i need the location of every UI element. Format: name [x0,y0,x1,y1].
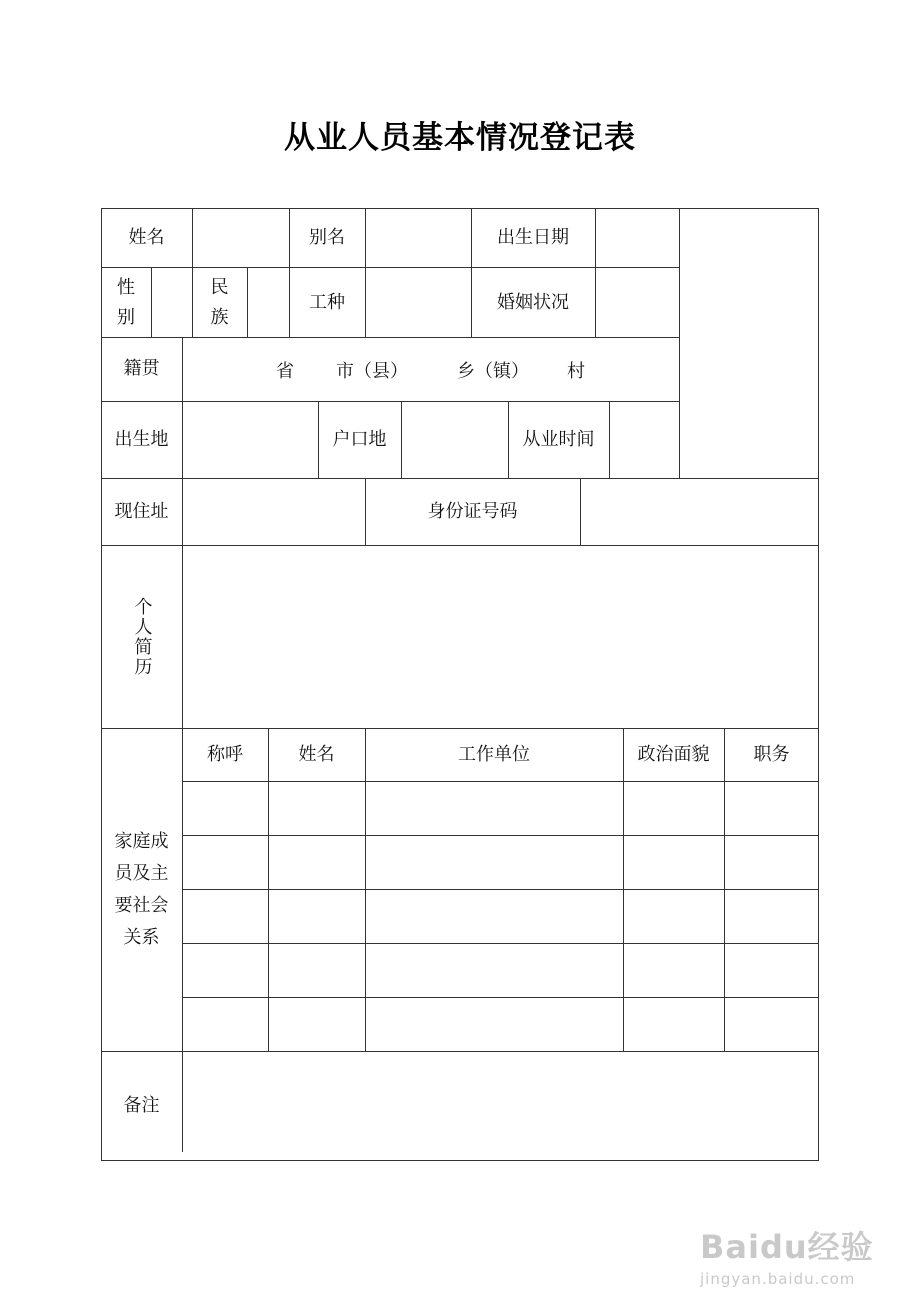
birthplace-field[interactable] [182,401,318,478]
alias-label: 别名 [309,226,345,248]
page-title: 从业人员基本情况登记表 [284,120,636,156]
family-label-line: 关系 [123,926,160,948]
baidu-jingyan-watermark [700,1222,874,1288]
family-label-line: 家庭成 [114,830,169,852]
remarks-field[interactable] [182,1051,819,1161]
col-header-workplace: 工作单位 [458,743,530,765]
marital-status-label: 婚姻状况 [497,291,569,313]
province-suffix: 省 [276,361,294,382]
name-label: 姓名 [128,226,165,248]
ethnicity-label-char: 族 [210,306,229,328]
ethnicity-label-char: 民 [210,276,229,298]
alias-field[interactable] [365,208,471,267]
gender-label [101,267,151,338]
resume-field[interactable] [182,545,819,728]
hukou-label: 户口地 [332,428,387,450]
work-years-field[interactable] [609,401,679,478]
address-field[interactable] [182,478,365,545]
native-place-label: 籍贯 [123,358,160,379]
gender-field[interactable] [151,267,192,338]
col-header-title: 称呼 [207,743,243,765]
address-label: 现住址 [114,500,169,522]
city-county-suffix: 市（县） [336,361,408,382]
marital-status-field[interactable] [595,267,679,338]
hukou-field[interactable] [401,401,508,478]
watermark-brand: Baidu经验 [700,1228,874,1266]
ethnicity-field[interactable] [247,267,289,338]
family-relations-label [101,728,182,1051]
ethnicity-label [192,267,247,338]
remarks-label: 备注 [123,1095,160,1116]
gender-label-char: 别 [117,306,135,328]
name-field[interactable] [192,208,289,267]
village-suffix: 村 [567,361,585,382]
family-label-line: 要社会 [114,894,169,916]
gender-label-char: 性 [117,276,135,298]
town-suffix: 乡（镇） [457,361,529,382]
resume-label-text: 个人简历 [131,596,153,677]
photo-area[interactable] [679,208,819,479]
work-years-label: 从业时间 [522,428,595,450]
job-type-label: 工种 [309,291,345,313]
birthdate-field[interactable] [595,208,679,267]
col-header-name: 姓名 [298,743,335,765]
id-number-label: 身份证号码 [427,500,518,522]
id-number-field[interactable] [580,478,819,545]
watermark-url: jingyan.baidu.com [700,1270,856,1288]
birthplace-label: 出生地 [114,428,169,450]
birthdate-label: 出生日期 [497,226,569,248]
job-type-field[interactable] [365,267,471,338]
col-header-political-status: 政治面貌 [637,743,710,765]
col-header-position: 职务 [753,743,790,765]
resume-label [101,545,182,728]
family-label-line: 员及主 [114,862,169,884]
